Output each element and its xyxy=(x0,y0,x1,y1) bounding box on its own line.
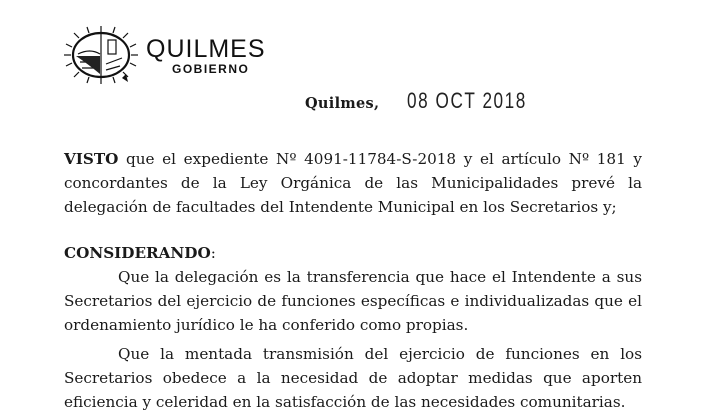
considerando-paragraph-2: Que la mentada transmisión del ejercicio de funciones en los Secretarios obedece a la necesidad de adoptar medidas que aporten eficiencia y celeridad en la satisfacción de las necesidades comunitarias. xyxy=(64,345,642,411)
document-body xyxy=(64,147,642,414)
considerando-paragraph-1: Que la delegación es la transferencia que hace el Intendente a sus Secretarios del ejercicio de funciones específicas e individualizadas que el ordenamiento jurídico le ha conferido como propias. xyxy=(64,268,642,334)
considerando-colon: : xyxy=(210,244,216,262)
letterhead xyxy=(60,24,266,86)
brand-subtitle: GOBIERNO xyxy=(172,62,250,76)
visto-text: que el expediente Nº 4091-11784-S-2018 y el artículo Nº 181 y concordantes de la Ley Orgánica de las Municipalidades prevé la delegación de facultades del Intendente Municipal en los Secretarios y; xyxy=(64,150,642,216)
considerando-label: CONSIDERANDO xyxy=(64,244,211,262)
visto-label: VISTO xyxy=(64,150,119,168)
place-label: Quilmes, xyxy=(305,95,380,112)
date-stamp: 08 OCT 2018 xyxy=(407,88,528,113)
brand-name: QUILMES xyxy=(146,35,266,63)
dateline xyxy=(305,88,561,114)
quilmes-seal-icon xyxy=(60,24,142,86)
considerando-heading xyxy=(64,241,642,265)
visto-paragraph xyxy=(64,147,642,219)
